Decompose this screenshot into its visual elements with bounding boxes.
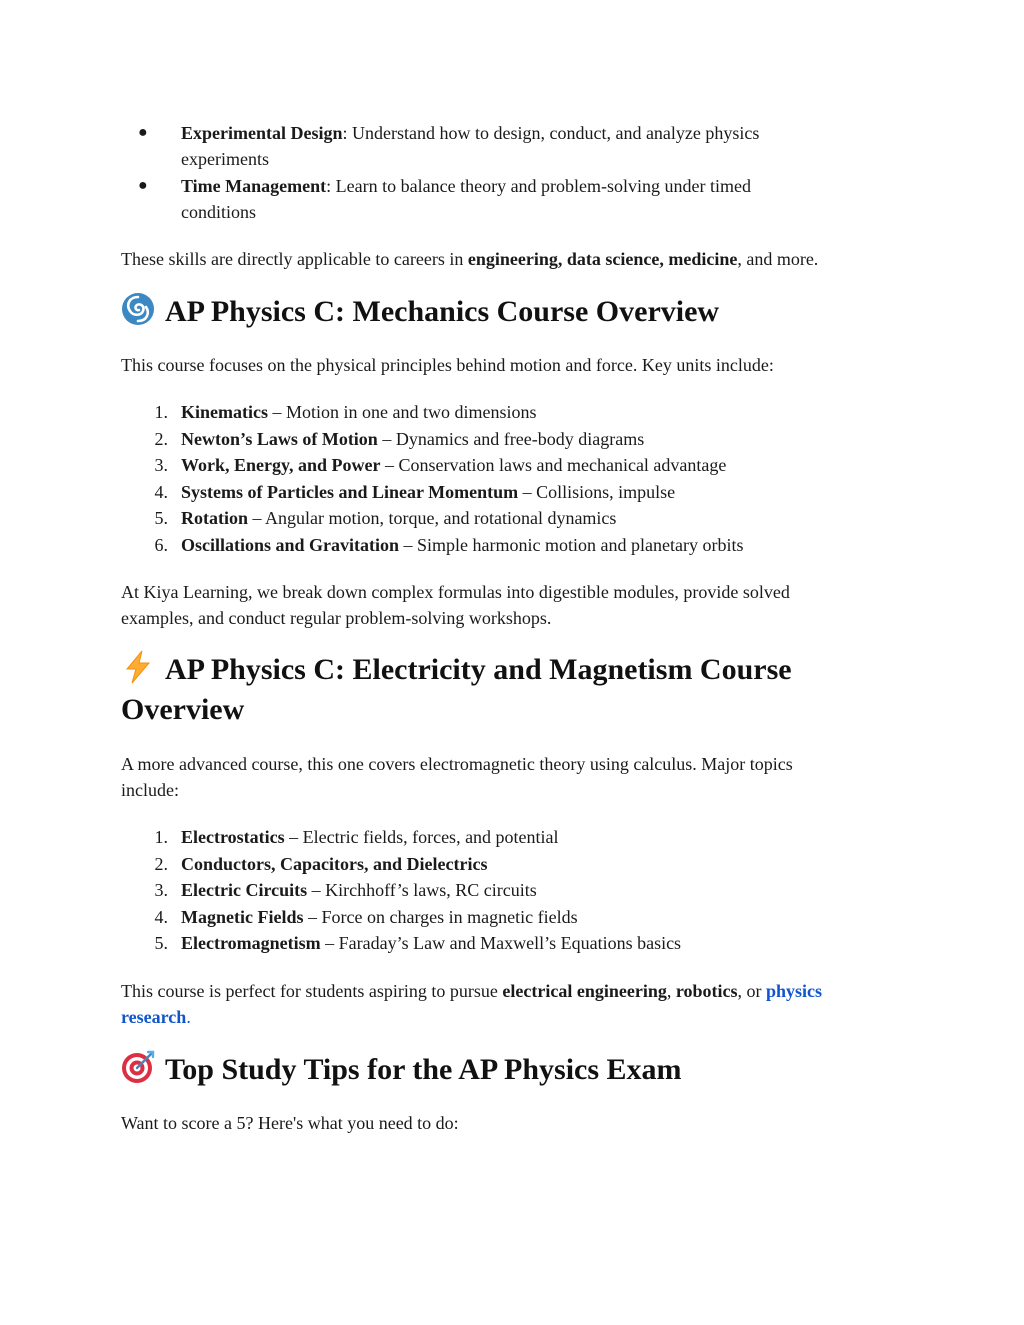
list-item <box>181 930 681 956</box>
unit-desc: – Conservation laws and mechanical advantage <box>380 455 727 475</box>
unit-term: Work, Energy, and Power <box>181 455 381 475</box>
field-robotics: robotics <box>675 981 738 1001</box>
topic-term: Electrostatics <box>181 827 285 847</box>
bullet-desc-continued: conditions <box>181 202 256 222</box>
list-item <box>181 452 726 478</box>
field-electrical-engineering: electrical engineering <box>502 981 667 1001</box>
bullet-desc: : Learn to balance theory and problem-solving under timed <box>326 176 752 196</box>
list-item <box>181 851 487 877</box>
list-number: 1. <box>154 827 168 847</box>
list-item <box>181 479 675 505</box>
list-number: 2. <box>154 429 168 449</box>
topic-desc: – Kirchhoff’s laws, RC circuits <box>307 880 537 900</box>
careers-paragraph <box>121 246 818 272</box>
list-item <box>181 173 751 199</box>
list-number: 3. <box>154 880 168 900</box>
mechanics-closing-line-2: examples, and conduct regular problem-solving workshops. <box>121 608 552 628</box>
unit-term: Newton’s Laws of Motion <box>181 429 378 449</box>
list-item <box>181 399 537 425</box>
unit-term: Rotation <box>181 508 248 528</box>
em-title-line-1: AP Physics C: Electricity and Magnetism Course <box>165 653 792 686</box>
list-number: 1. <box>154 402 168 422</box>
list-number: 2. <box>154 854 168 874</box>
period: . <box>186 1007 191 1027</box>
topic-term: Conductors, Capacitors, and Dielectrics <box>181 854 488 874</box>
topic-term: Magnetic Fields <box>181 907 304 927</box>
mechanics-intro: This course focuses on the physical principles behind motion and force. Key units include: <box>121 355 774 375</box>
separator: , or <box>737 981 767 1001</box>
list-item <box>181 824 559 850</box>
list-number: 3. <box>154 455 168 475</box>
em-heading <box>121 650 792 690</box>
unit-desc: – Motion in one and two dimensions <box>268 402 537 422</box>
em-intro-line-2: include: <box>121 780 179 800</box>
bullet-desc: : Understand how to design, conduct, and analyze physics <box>342 123 760 143</box>
em-closing-prefix: This course is perfect for students aspiring to pursue <box>121 981 503 1001</box>
topic-desc: – Faraday’s Law and Maxwell’s Equations basics <box>320 933 682 953</box>
physics-research-link[interactable]: physics <box>766 981 823 1001</box>
topic-desc: – Electric fields, forces, and potential <box>284 827 559 847</box>
mechanics-closing-line-1: At Kiya Learning, we break down complex formulas into digestible modules, provide solved <box>121 582 790 602</box>
careers-prefix: These skills are directly applicable to careers in <box>121 249 468 269</box>
unit-desc: – Collisions, impulse <box>518 482 676 502</box>
bullet-dot: ● <box>138 124 148 141</box>
separator: , <box>666 981 676 1001</box>
unit-desc: – Dynamics and free-body diagrams <box>377 429 645 449</box>
unit-term: Systems of Particles and Linear Momentum <box>181 482 519 502</box>
mechanics-heading <box>121 292 719 332</box>
topic-term: Electric Circuits <box>181 880 308 900</box>
list-item <box>181 505 616 531</box>
list-number: 5. <box>154 508 168 528</box>
topic-desc: – Force on charges in magnetic fields <box>303 907 578 927</box>
em-intro-line-1: A more advanced course, this one covers electromagnetic theory using calculus. Major topics <box>121 754 793 774</box>
list-item <box>181 426 644 452</box>
bullet-term: Time Management <box>181 176 327 196</box>
list-item <box>181 877 537 903</box>
careers-suffix: , and more. <box>737 249 819 269</box>
list-number: 6. <box>154 535 168 555</box>
list-number: 4. <box>154 482 168 502</box>
unit-desc: – Angular motion, torque, and rotational dynamics <box>248 508 617 528</box>
list-item <box>181 532 743 558</box>
target-icon <box>121 1050 155 1084</box>
tips-title: Top Study Tips for the AP Physics Exam <box>165 1053 682 1086</box>
tips-heading <box>121 1050 682 1090</box>
physics-research-link-continued[interactable]: research <box>121 1007 187 1027</box>
unit-term: Kinematics <box>181 402 268 422</box>
bullet-term: Experimental Design <box>181 123 343 143</box>
topic-term: Electromagnetism <box>181 933 321 953</box>
lightning-icon <box>121 650 155 684</box>
unit-desc: – Simple harmonic motion and planetary orbits <box>399 535 744 555</box>
careers-fields: engineering, data science, medicine <box>467 249 738 269</box>
list-item <box>181 904 578 930</box>
em-title-line-2: Overview <box>121 693 245 726</box>
list-number: 5. <box>154 933 168 953</box>
cyclone-icon <box>121 292 155 326</box>
unit-term: Oscillations and Gravitation <box>181 535 400 555</box>
em-closing-line-1 <box>121 978 822 1004</box>
bullet-dot: ● <box>138 177 148 194</box>
tips-intro: Want to score a 5? Here's what you need to do: <box>121 1113 459 1133</box>
em-closing-line-2 <box>121 1004 191 1030</box>
list-number: 4. <box>154 907 168 927</box>
mechanics-title: AP Physics C: Mechanics Course Overview <box>165 295 720 328</box>
list-item <box>181 120 759 146</box>
bullet-desc-continued: experiments <box>181 149 269 169</box>
